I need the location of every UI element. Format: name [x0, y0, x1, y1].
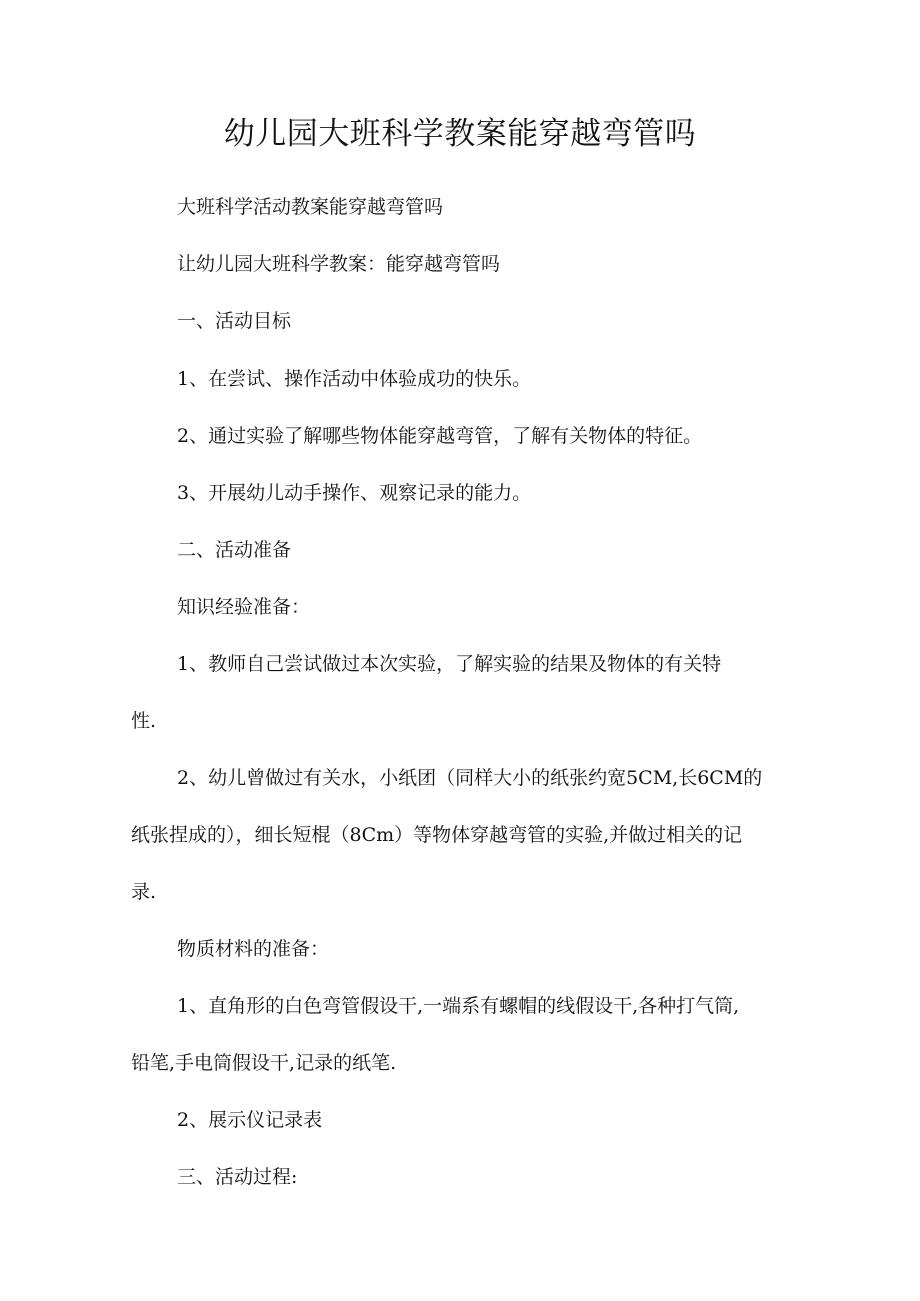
subheading-materials: 物质材料的准备：	[177, 938, 330, 960]
knowledge-item-1-continued: 性.	[131, 710, 157, 732]
section-heading-preparation: 二、活动准备	[177, 539, 292, 561]
knowledge-item-2-end: 录.	[131, 881, 157, 903]
materials-item-2: 2、展示仪记录表	[177, 1109, 323, 1131]
subheading-knowledge: 知识经验准备：	[177, 596, 311, 618]
knowledge-item-1: 1、教师自己尝试做过本次实验，了解实验的结果及物体的有关特	[177, 653, 722, 675]
subtitle-line: 大班科学活动教案能穿越弯管吗	[177, 196, 444, 218]
goal-item-2: 2、通过实验了解哪些物体能穿越弯管，了解有关物体的特征。	[177, 425, 703, 447]
materials-item-1-continued: 铅笔,手电筒假设干,记录的纸笔.	[131, 1052, 397, 1074]
section-heading-goals: 一、活动目标	[177, 310, 292, 332]
goal-item-3: 3、开展幼儿动手操作、观察记录的能力。	[177, 482, 532, 504]
knowledge-item-2-continued: 纸张捏成的），细长短棍（8Cm）等物体穿越弯管的实验,并做过相关的记	[131, 824, 743, 846]
materials-item-1: 1、直角形的白色弯管假设干,一端系有螺帽的线假设干,各种打气筒,	[177, 995, 740, 1017]
document-title: 幼儿园大班科学教案能穿越弯管吗	[223, 116, 697, 152]
section-heading-process: 三、活动过程:	[177, 1166, 298, 1188]
intro-line: 让幼儿园大班科学教案：能穿越弯管吗	[177, 253, 501, 275]
knowledge-item-2: 2、幼儿曾做过有关水，小纸团（同样大小的纸张约宽5CM,长6CM的	[177, 767, 763, 789]
goal-item-1: 1、在尝试、操作活动中体验成功的快乐。	[177, 368, 532, 390]
